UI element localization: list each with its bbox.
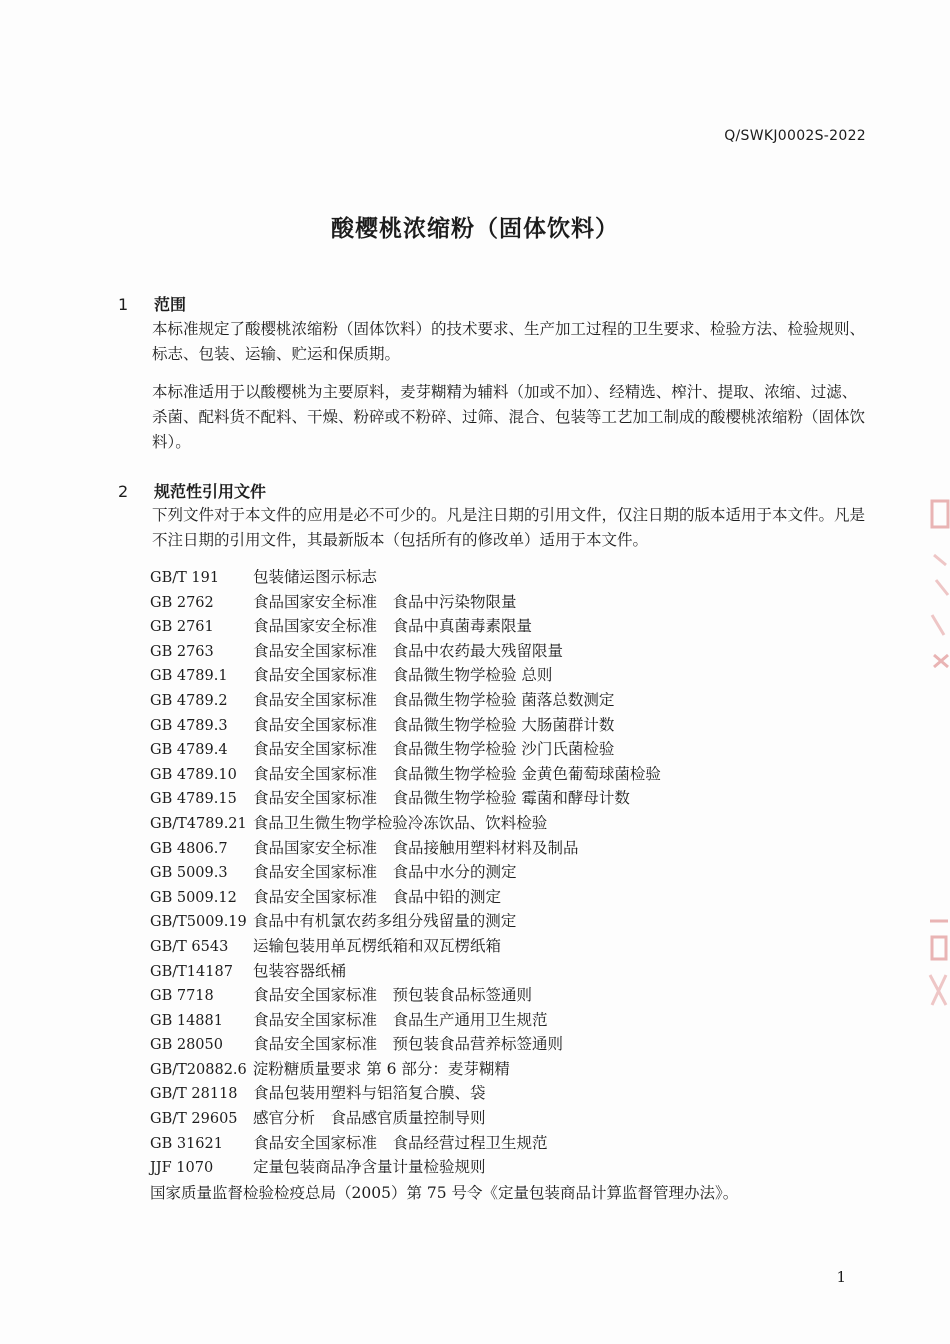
reference-title: 食品安全国家标准 食品微生物学检验 总则 (253, 666, 553, 685)
reference-title: 食品安全国家标准 食品经营过程卫生规范 (253, 1133, 548, 1152)
reference-title: 食品安全国家标准 食品微生物学检验 沙门氏菌检验 (253, 740, 615, 759)
reference-row (150, 1081, 870, 1106)
reference-code: GB 31621 (150, 1135, 223, 1152)
scope-paragraph-1: 本标准规定了酸樱桃浓缩粉（固体饮料）的技术要求、生产加工过程的卫生要求、检验方法、检验规则、标志、包装、运输、贮运和保质期。 (152, 320, 866, 363)
document-code: Q/SWKJ0002S-2022 (724, 128, 866, 144)
reference-title: 食品安全国家标准 食品微生物学检验 菌落总数测定 (253, 690, 615, 709)
section-title: 规范性引用文件 (154, 482, 267, 501)
reference-title: 感官分析 食品感官质量控制导则 (253, 1109, 486, 1128)
reference-row (150, 688, 870, 713)
reference-title: 食品安全国家标准 食品微生物学检验 金黄色葡萄球菌检验 (253, 764, 661, 783)
reference-code: GB/T14187 (150, 963, 233, 980)
reference-code: GB 4806.7 (150, 840, 228, 857)
reference-row (150, 737, 870, 762)
reference-code: GB 7718 (150, 988, 214, 1005)
reference-code: GB 4789.10 (150, 766, 237, 783)
reference-title: 食品包装用塑料与铝箔复合膜、袋 (253, 1084, 486, 1103)
reference-row (150, 639, 870, 664)
seal-stamp-fragment (924, 915, 950, 1015)
reference-code: JJF 1070 (150, 1160, 214, 1177)
reference-title: 食品国家安全标准 食品接触用塑料材料及制品 (253, 838, 579, 857)
reference-row (150, 1008, 870, 1033)
reference-title: 食品安全国家标准 食品中农药最大残留限量 (253, 641, 564, 660)
reference-row (150, 786, 870, 811)
reference-code: GB 4789.2 (150, 692, 228, 709)
reference-row (150, 959, 870, 984)
reference-row (150, 614, 870, 639)
reference-title: 食品安全国家标准 预包装食品营养标签通则 (253, 1035, 564, 1054)
reference-row (150, 934, 870, 959)
reference-title: 食品国家安全标准 食品中真菌毒素限量 (253, 617, 533, 636)
reference-title: 食品安全国家标准 预包装食品标签通则 (253, 986, 533, 1005)
reference-title: 包装容器纸桶 (253, 961, 347, 980)
reference-title: 食品安全国家标准 食品微生物学检验 大肠菌群计数 (253, 715, 615, 734)
reference-code: GB 2763 (150, 643, 214, 660)
reference-code: GB 2762 (150, 594, 214, 611)
section-heading-scope (118, 292, 186, 315)
reference-row (150, 1106, 870, 1131)
seal-stamp-fragment (924, 495, 950, 685)
reference-row (150, 860, 870, 885)
reference-title: 淀粉糖质量要求 第 6 部分：麦芽糊精 (252, 1059, 510, 1078)
reference-code: GB/T20882.6 (150, 1061, 247, 1078)
reference-title: 食品安全国家标准 食品中铅的测定 (253, 887, 502, 906)
reference-code: GB 28050 (150, 1037, 223, 1054)
reference-title: 食品中有机氯农药多组分残留量的测定 (252, 912, 517, 931)
reference-code: GB/T 28118 (150, 1086, 238, 1103)
reference-row (150, 590, 870, 615)
reference-row (150, 909, 870, 934)
section-number: 1 (118, 295, 129, 314)
reference-title: 运输包装用单瓦楞纸箱和双瓦楞纸箱 (253, 936, 502, 955)
reference-title: 食品安全国家标准 食品微生物学检验 霉菌和酵母计数 (253, 789, 630, 808)
page-number: 1 (836, 1268, 846, 1286)
reference-row (150, 762, 870, 787)
reference-code: GB/T 6543 (150, 938, 229, 955)
reference-row (150, 1131, 870, 1156)
reference-row (150, 663, 870, 688)
reference-row (150, 983, 870, 1008)
reference-code: GB/T4789.21 (150, 815, 247, 832)
reference-code: GB 4789.1 (150, 668, 228, 685)
reference-row (150, 885, 870, 910)
reference-row (150, 713, 870, 738)
reference-row (150, 1032, 870, 1057)
reference-title: 包装储运图示标志 (253, 568, 378, 586)
reference-title: 定量包装商品净含量计量检验规则 (253, 1158, 486, 1177)
references-intro: 下列文件对于本文件的应用是必不可少的。凡是注日期的引用文件，仅注日期的版本适用于本文件。凡是不注日期的引用文件，其最新版本（包括所有的修改单）适用于本文件。 (152, 506, 866, 549)
scope-paragraph-2: 本标准适用于以酸樱桃为主要原料，麦芽糊精为辅料（加或不加）、经精选、榨汁、提取、浓缩、过滤、杀菌、配料货不配料、干燥、粉碎或不粉碎、过筛、混合、包装等工艺加工制成的酸樱桃浓缩粉（固体饮料）。 (152, 383, 866, 451)
reference-title: 食品国家安全标准 食品中污染物限量 (253, 592, 517, 611)
regulation-note: 国家质量监督检验检疫总局（2005）第 75 号令《定量包装商品计算监督管理办法》。 (150, 1184, 739, 1202)
reference-row (150, 1155, 870, 1180)
reference-title: 食品安全国家标准 食品生产通用卫生规范 (253, 1010, 548, 1029)
reference-list (150, 565, 870, 1180)
reference-code: GB 5009.12 (150, 889, 237, 906)
section-title: 范围 (154, 295, 187, 314)
reference-code: GB 4789.4 (150, 742, 228, 759)
reference-code: GB/T 191 (150, 570, 220, 586)
section-heading-references (118, 479, 266, 502)
reference-code: GB 4789.3 (150, 717, 228, 734)
reference-row (150, 1057, 870, 1082)
reference-row (150, 811, 870, 836)
reference-row (150, 836, 870, 861)
document-title: 酸樱桃浓缩粉（固体饮料） (331, 216, 619, 242)
reference-code: GB/T5009.19 (150, 914, 247, 931)
reference-code: GB 5009.3 (150, 865, 228, 882)
reference-title: 食品卫生微生物学检验冷冻饮品、饮料检验 (252, 813, 548, 832)
reference-row (150, 565, 870, 590)
reference-code: GB 14881 (150, 1012, 223, 1029)
reference-code: GB 2761 (150, 619, 214, 636)
section-number: 2 (118, 482, 129, 501)
reference-code: GB/T 29605 (150, 1111, 238, 1128)
reference-title: 食品安全国家标准 食品中水分的测定 (253, 863, 517, 882)
reference-code: GB 4789.15 (150, 791, 237, 808)
